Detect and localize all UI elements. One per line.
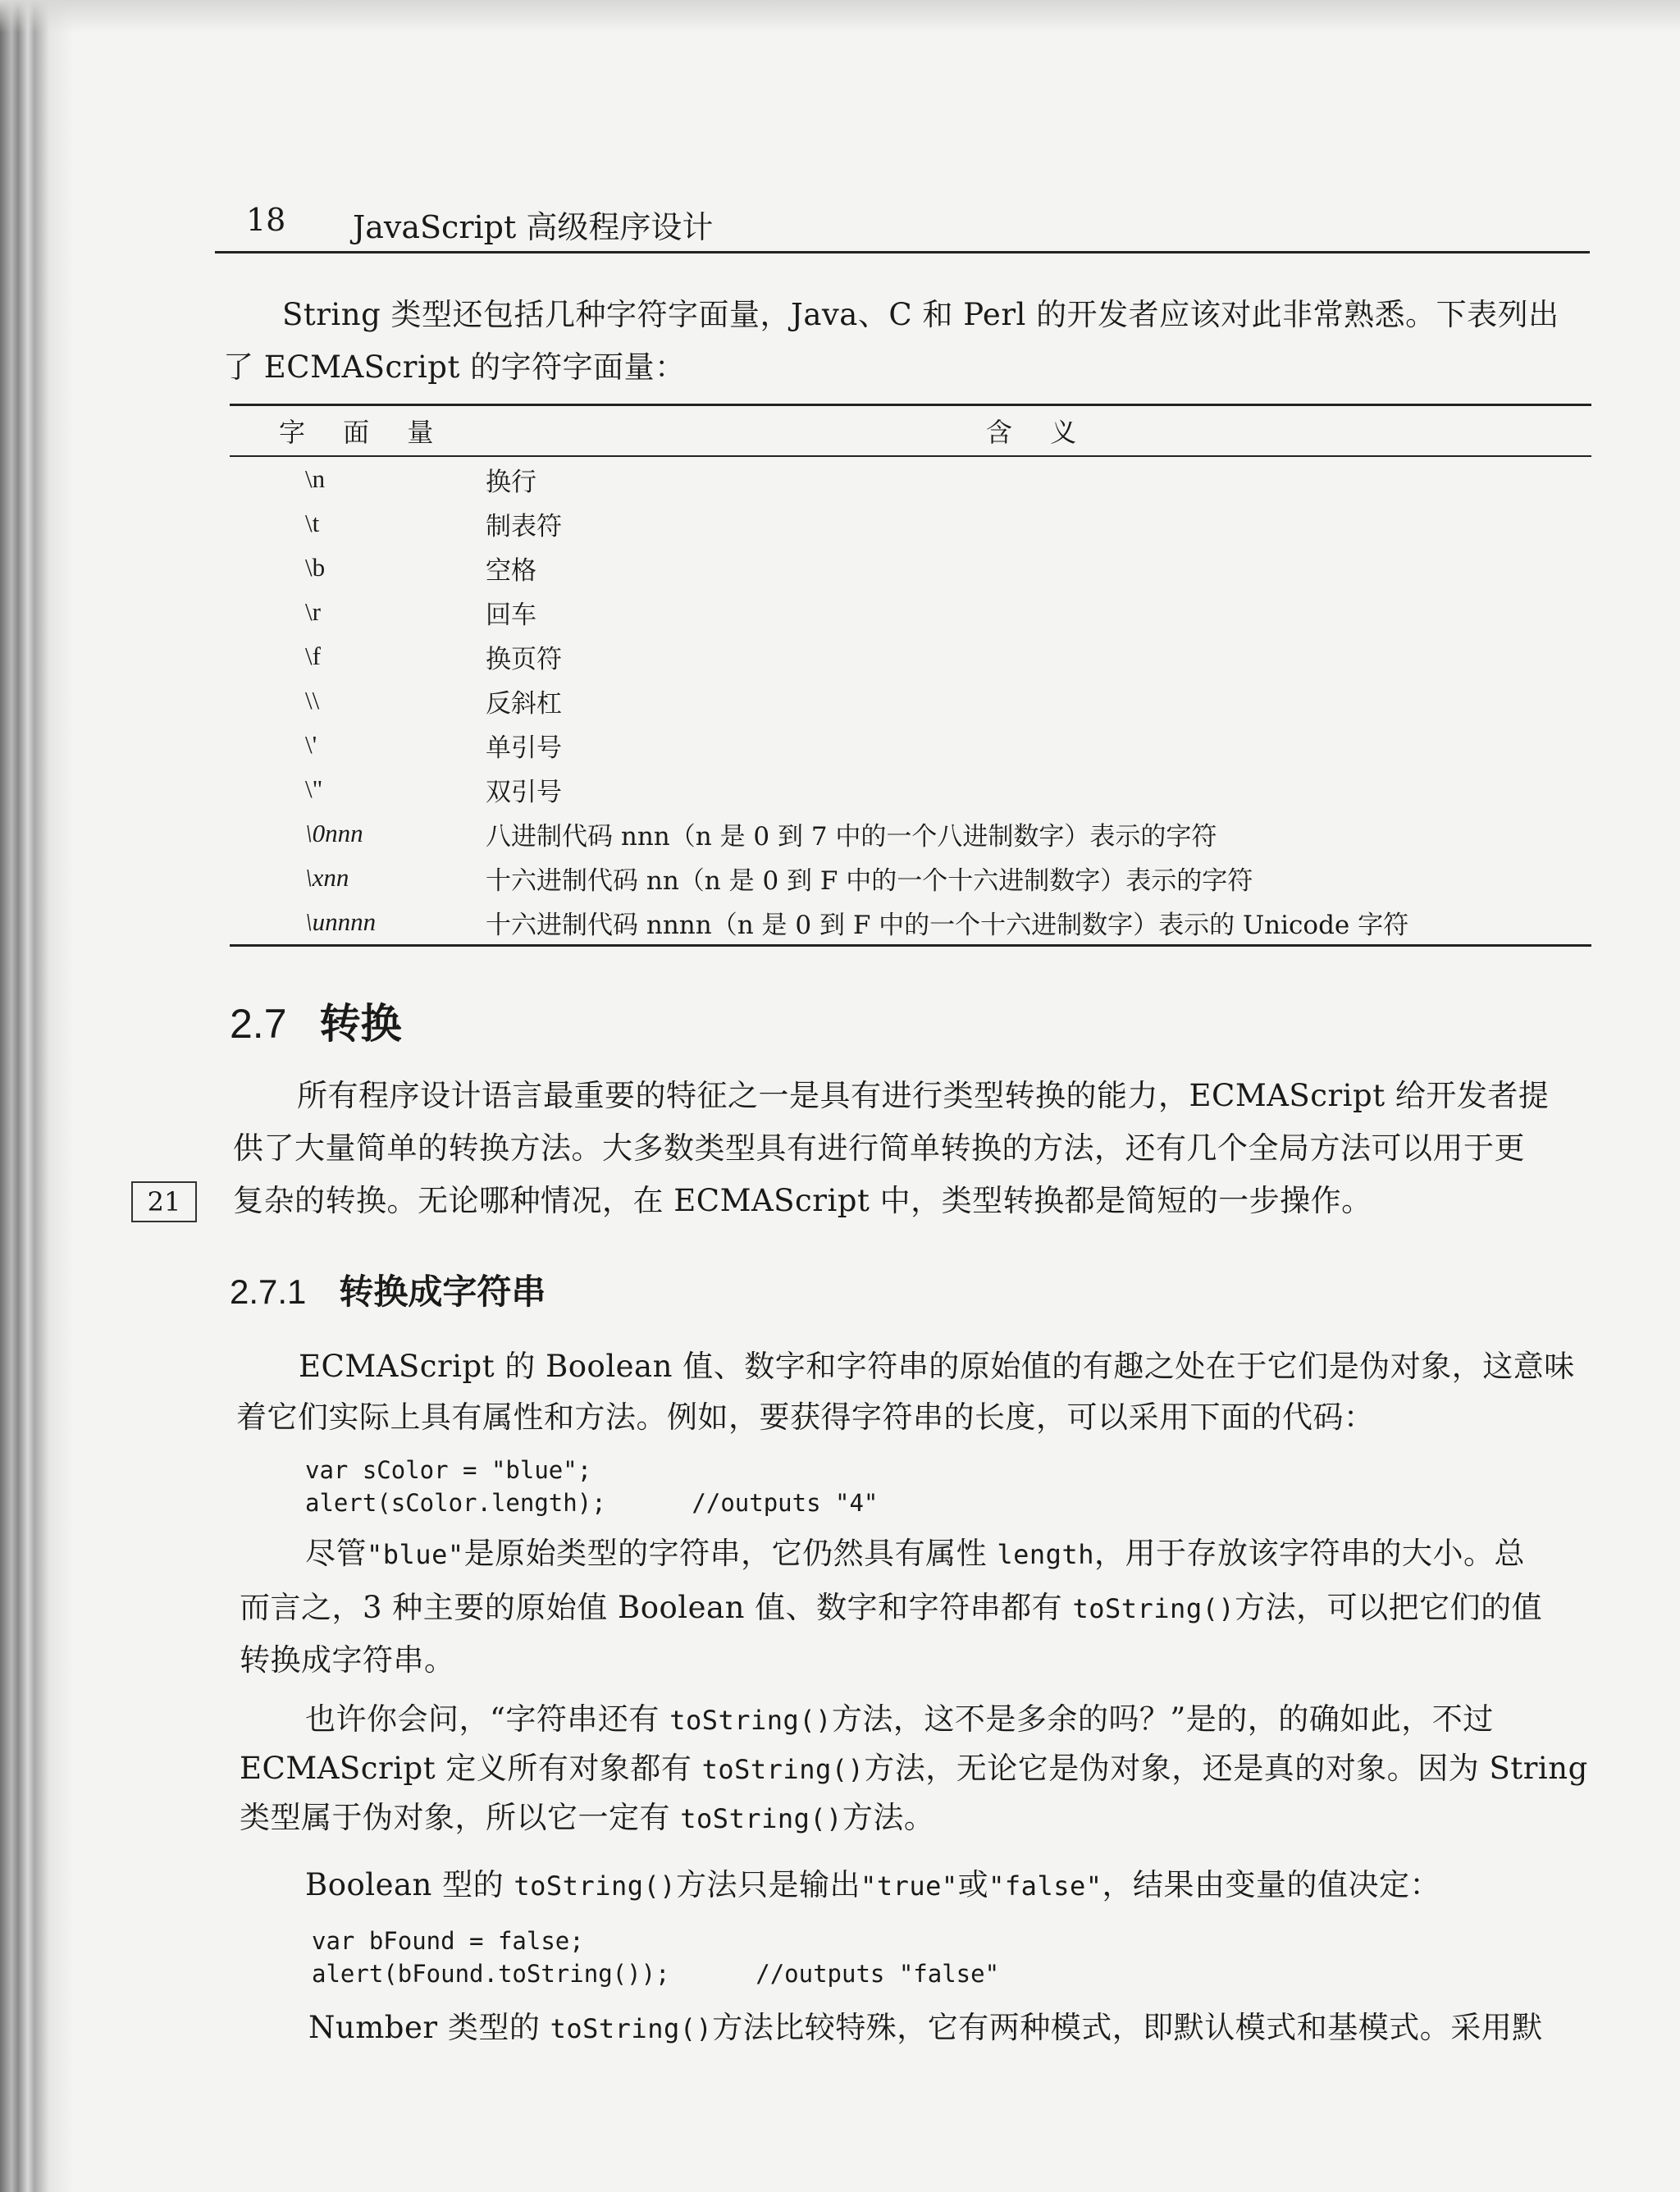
para-3-line-2	[240, 1582, 1542, 1635]
inline-code: toString()	[701, 1754, 865, 1785]
text-run: 方法比较特殊，它有两种模式，即默认模式和基模式。采用默	[712, 2010, 1543, 2045]
text-run: Number 类型的	[308, 2010, 550, 2045]
para-4-line-2	[240, 1742, 1588, 1796]
section-heading	[230, 991, 402, 1050]
inline-code: toString()	[514, 1870, 677, 1902]
table-row	[230, 634, 1591, 678]
table-row	[230, 501, 1591, 546]
table-row	[230, 723, 1591, 767]
para-4-line-1	[305, 1693, 1494, 1747]
subsection-number: 2.7.1	[230, 1272, 307, 1311]
subsection-heading	[230, 1265, 546, 1314]
subsection-title: 转换成字符串	[339, 1272, 546, 1311]
subsection-para-line-2: 着它们实际上具有属性和方法。例如，要获得字符串的长度，可以采用下面的代码：	[236, 1400, 1375, 1435]
page-number: 18	[246, 202, 286, 238]
meaning-cell: 制表符	[486, 511, 562, 541]
section-para-line-3: 复杂的转换。无论哪种情况，在 ECMAScript 中，类型转换都是简短的一步操作。	[233, 1183, 1372, 1218]
meaning-cell: 换页符	[486, 644, 562, 674]
inline-code: "blue"	[367, 1539, 464, 1570]
text-run: Boolean 型的	[305, 1867, 514, 1902]
inline-code: "false"	[988, 1870, 1102, 1902]
literal-cell: \"	[305, 774, 323, 803]
inline-code: toString()	[550, 2013, 713, 2044]
code-block-2-line-2: alert(bFound.toString()); //outputs "false"	[312, 1960, 1000, 1988]
section-number: 2.7	[230, 1001, 287, 1047]
literal-cell: \r	[305, 597, 321, 626]
meaning-cell: 换行	[486, 467, 536, 497]
table-row	[230, 811, 1591, 856]
para-4-line-3	[240, 1792, 934, 1845]
table-header-row	[230, 405, 1591, 457]
column-header-literal: 字 面 量	[279, 417, 449, 448]
text-run: 类型属于伪对象，所以它一定有	[240, 1800, 681, 1835]
para-3-line-1	[305, 1528, 1525, 1581]
table-row	[230, 590, 1591, 634]
text-run: 方法，这不是多余的吗？”是的，的确如此，不过	[831, 1701, 1494, 1737]
text-run: 而言之，3 种主要的原始值 Boolean 值、数字和字符串都有	[240, 1590, 1073, 1625]
text-run: 方法，可以把它们的值	[1235, 1590, 1543, 1625]
table-row	[230, 456, 1591, 501]
code-block-1-line-1: var sColor = "blue";	[305, 1456, 592, 1484]
literal-cell: \unnnn	[305, 907, 377, 936]
text-run: 或	[957, 1867, 989, 1902]
table-row	[230, 678, 1591, 723]
intro-line-1: String 类型还包括几种字符字面量，Java、C 和 Perl 的开发者应该对此非常熟悉。下表列出	[282, 297, 1559, 332]
meaning-cell: 单引号	[486, 733, 562, 763]
meaning-cell: 回车	[486, 600, 536, 630]
text-run: 也许你会问，“字符串还有	[305, 1701, 670, 1737]
literal-cell: \xnn	[305, 863, 349, 892]
text-run: 方法只是输出	[676, 1867, 861, 1902]
literal-cell: \'	[305, 730, 317, 759]
inline-code: toString()	[680, 1803, 842, 1834]
header-rule	[215, 251, 1590, 253]
text-run: ECMAScript 定义所有对象都有	[240, 1751, 702, 1786]
character-literal-table	[230, 404, 1591, 947]
text-run: 方法。	[842, 1800, 935, 1835]
subsection-para-line-1: ECMAScript 的 Boolean 值、数字和字符串的原始值的有趣之处在于它们是伪对象，这意味	[299, 1349, 1575, 1384]
text-run: ，结果由变量的值决定：	[1102, 1867, 1440, 1902]
literal-cell: \b	[305, 553, 326, 582]
running-header	[246, 202, 1591, 251]
text-run: 尽管	[305, 1536, 367, 1571]
section-para-line-1: 所有程序设计语言最重要的特征之一是具有进行类型转换的能力，ECMAScript 给开发者提	[297, 1078, 1550, 1113]
table-row	[230, 856, 1591, 900]
code-block-2-line-1: var bFound = false;	[312, 1927, 584, 1955]
code-block-1-line-2: alert(sColor.length); //outputs "4"	[305, 1489, 879, 1517]
inline-code: length	[997, 1539, 1094, 1570]
para-5	[305, 1859, 1440, 1912]
inline-code: toString()	[1072, 1593, 1235, 1624]
table-row	[230, 546, 1591, 590]
text-run: 方法，无论它是伪对象，还是真的对象。因为 String	[864, 1751, 1588, 1786]
meaning-cell: 双引号	[486, 777, 562, 807]
meaning-cell: 十六进制代码 nn（n 是 0 到 F 中的一个十六进制数字）表示的字符	[486, 865, 1253, 896]
literal-cell: \0nnn	[305, 819, 363, 847]
literal-cell: \\	[305, 686, 320, 715]
text-run: 是原始类型的字符串，它仍然具有属性	[463, 1536, 998, 1571]
para-6	[308, 2002, 1543, 2055]
literal-cell: \t	[305, 509, 320, 537]
book-title: JavaScript 高级程序设计	[353, 209, 714, 245]
text-run: ，用于存放该字符串的大小。总	[1093, 1536, 1525, 1571]
column-header-meaning: 含 义	[985, 417, 1092, 448]
inline-code: toString()	[669, 1705, 832, 1736]
meaning-cell: 反斜杠	[486, 688, 562, 719]
table-row	[230, 900, 1591, 946]
meaning-cell: 空格	[486, 555, 536, 586]
margin-page-reference: 21	[131, 1181, 197, 1222]
section-para-line-2: 供了大量简单的转换方法。大多数类型具有进行简单转换的方法，还有几个全局方法可以用于更	[233, 1130, 1525, 1166]
section-title: 转换	[319, 1001, 402, 1047]
literal-cell: \n	[305, 464, 326, 493]
intro-line-2: 了 ECMAScript 的字符字面量：	[223, 349, 686, 385]
literal-cell: \f	[305, 642, 321, 670]
meaning-cell: 八进制代码 nnn（n 是 0 到 7 中的一个八进制数字）表示的字符	[486, 821, 1217, 852]
table-row	[230, 767, 1591, 811]
para-3-line-3: 转换成字符串。	[240, 1642, 455, 1678]
meaning-cell: 十六进制代码 nnnn（n 是 0 到 F 中的一个十六进制数字）表示的 Unicode 字符	[486, 910, 1409, 940]
inline-code: "true"	[861, 1870, 958, 1902]
